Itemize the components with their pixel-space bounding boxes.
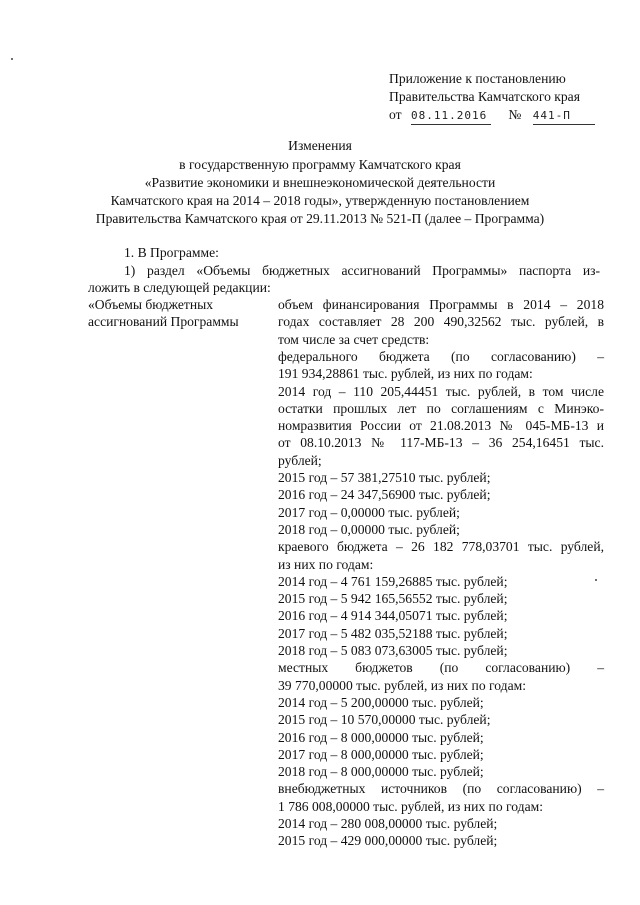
- table-right-line: годах составляет 28 200 490,32562 тыс. рублей, в: [278, 314, 604, 330]
- table-right-line: 2014 год – 110 205,44451 тыс. рублей, в том числе: [278, 383, 604, 399]
- table-right-line: 39 770,00000 тыс. рублей, из них по годам:: [278, 677, 526, 693]
- table-right-line: из них по годам:: [278, 556, 374, 572]
- handwritten-number: 441-П: [533, 107, 595, 125]
- table-right-line: 2017 год – 0,00000 тыс. рублей;: [278, 504, 460, 520]
- table-right-line: объем финансирования Программы в 2014 – 2018: [278, 297, 604, 312]
- table-right-line: 2016 год – 24 347,56900 тыс. рублей;: [278, 487, 491, 503]
- table-right-line: 2015 год – 57 381,27510 тыс. рублей;: [278, 470, 491, 485]
- scan-speck: [11, 58, 13, 60]
- item-1-1-line-1: 1) раздел «Объемы бюджетных ассигнований Программы» паспорта из-: [124, 263, 600, 278]
- table-right-line: номразвития России от 21.08.2013 № 045-МБ-13 и: [278, 418, 604, 434]
- title-line-2: в государственную программу Камчатского края: [179, 157, 461, 172]
- title-line-1: Изменения: [288, 138, 352, 153]
- table-right-line: 2016 год – 8 000,00000 тыс. рублей;: [278, 729, 484, 745]
- number-label: №: [508, 107, 522, 122]
- table-left-line-1: «Объемы бюджетных: [88, 297, 214, 312]
- table-right-line: 2015 год – 10 570,00000 тыс. рублей;: [278, 712, 491, 728]
- table-right-line: 2015 год – 5 942 165,56552 тыс. рублей;: [278, 591, 508, 607]
- table-right-line: краевого бюджета – 26 182 778,03701 тыс. рублей,: [278, 539, 604, 555]
- from-label: от: [389, 107, 402, 122]
- table-right-line: 191 934,28861 тыс. рублей, из них по годам:: [278, 366, 533, 382]
- title-line-4: Камчатского края на 2014 – 2018 годы», утвержденную постановлением: [110, 193, 530, 208]
- table-right-line: 2017 год – 8 000,00000 тыс. рублей;: [278, 746, 484, 762]
- table-right-line: 2018 год – 8 000,00000 тыс. рублей;: [278, 764, 484, 780]
- table-right-line: 2018 год – 5 083 073,63005 тыс. рублей;: [278, 643, 508, 658]
- title-line-3: «Развитие экономики и внешнеэкономической деятельности: [144, 175, 496, 190]
- table-right-line: 2018 год – 0,00000 тыс. рублей;: [278, 521, 460, 537]
- table-right-line: 1 786 008,00000 тыс. рублей, из них по годам:: [278, 798, 543, 814]
- scan-speck: [595, 579, 597, 581]
- table-right-line: 2014 год – 5 200,00000 тыс. рублей;: [278, 694, 484, 710]
- table-right-line: 2017 год – 5 482 035,52188 тыс. рублей;: [278, 625, 508, 641]
- table-left-line-2: ассигнований Программы: [88, 314, 239, 329]
- table-right-line: федерального бюджета (по согласованию) –: [278, 348, 604, 364]
- item-1-1-line-2: ложить в следующей редакции:: [88, 280, 271, 295]
- header-line-1: Приложение к постановлению: [389, 71, 566, 86]
- table-right-line: от 08.10.2013 № 117-МБ-13 – 36 254,16451 тыс.: [278, 435, 604, 451]
- table-right-line: 2015 год – 429 000,00000 тыс. рублей;: [278, 833, 498, 849]
- header-line-2: Правительства Камчатского края: [389, 89, 580, 104]
- handwritten-date: 08.11.2016: [411, 107, 491, 125]
- table-right-line: 2016 год – 4 914 344,05071 тыс. рублей;: [278, 608, 508, 624]
- item-1: 1. В Программе:: [124, 245, 219, 260]
- title-line-5: Правительства Камчатского края от 29.11.2013 № 521-П (далее – Программа): [95, 211, 545, 226]
- table-right-line: местных бюджетов (по согласованию) –: [278, 660, 604, 676]
- table-right-line: внебюджетных источников (по согласованию) –: [278, 781, 604, 797]
- table-right-line: том числе за счет средств:: [278, 331, 430, 347]
- table-right-line: 2014 год – 4 761 159,26885 тыс. рублей;: [278, 573, 508, 589]
- table-right-line: 2014 год – 280 008,00000 тыс. рублей;: [278, 816, 498, 831]
- header-date-row: [389, 106, 595, 125]
- table-right-line: рублей;: [278, 452, 322, 468]
- table-right-line: остатки прошлых лет по соглашениям с Минэко-: [278, 400, 604, 416]
